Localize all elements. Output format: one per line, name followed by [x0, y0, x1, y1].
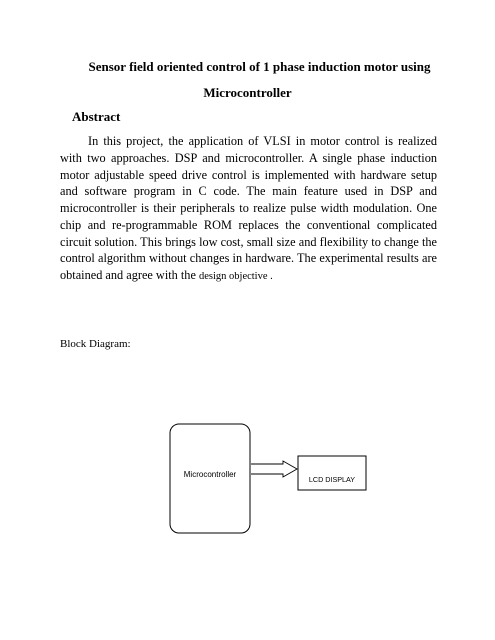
lcd-display-label: LCD DISPLAY [308, 475, 356, 484]
abstract-heading: Abstract [72, 109, 121, 124]
page-title-line-2: Microcontroller [203, 85, 292, 100]
microcontroller-label: Microcontroller [183, 470, 237, 479]
lcd-display-block [298, 456, 366, 490]
abstract-tail-text: design objective . [198, 271, 273, 282]
page-title-line-1: Sensor field oriented control of 1 phase induction motor using [88, 59, 431, 74]
abstract-text: In this project, the application of VLSI in motor control is realized with two approaches. DSP and microcontroller. A single phase induction motor adjustable speed drive control is implemented with hardware setup and software program in C code. The main feature used in DSP and microcontroller is their peripherals to realize pulse width modulation. One chip and re-programmable ROM replaces the conventional complicated circuit solution. This brings low cost, small size and flexibility to change the control algorithm without changes in hardware. The experimental results are obtained and agree with the [60, 134, 437, 282]
block-diagram-label: Block Diagram: [60, 338, 131, 350]
arrow-connector [251, 461, 297, 477]
